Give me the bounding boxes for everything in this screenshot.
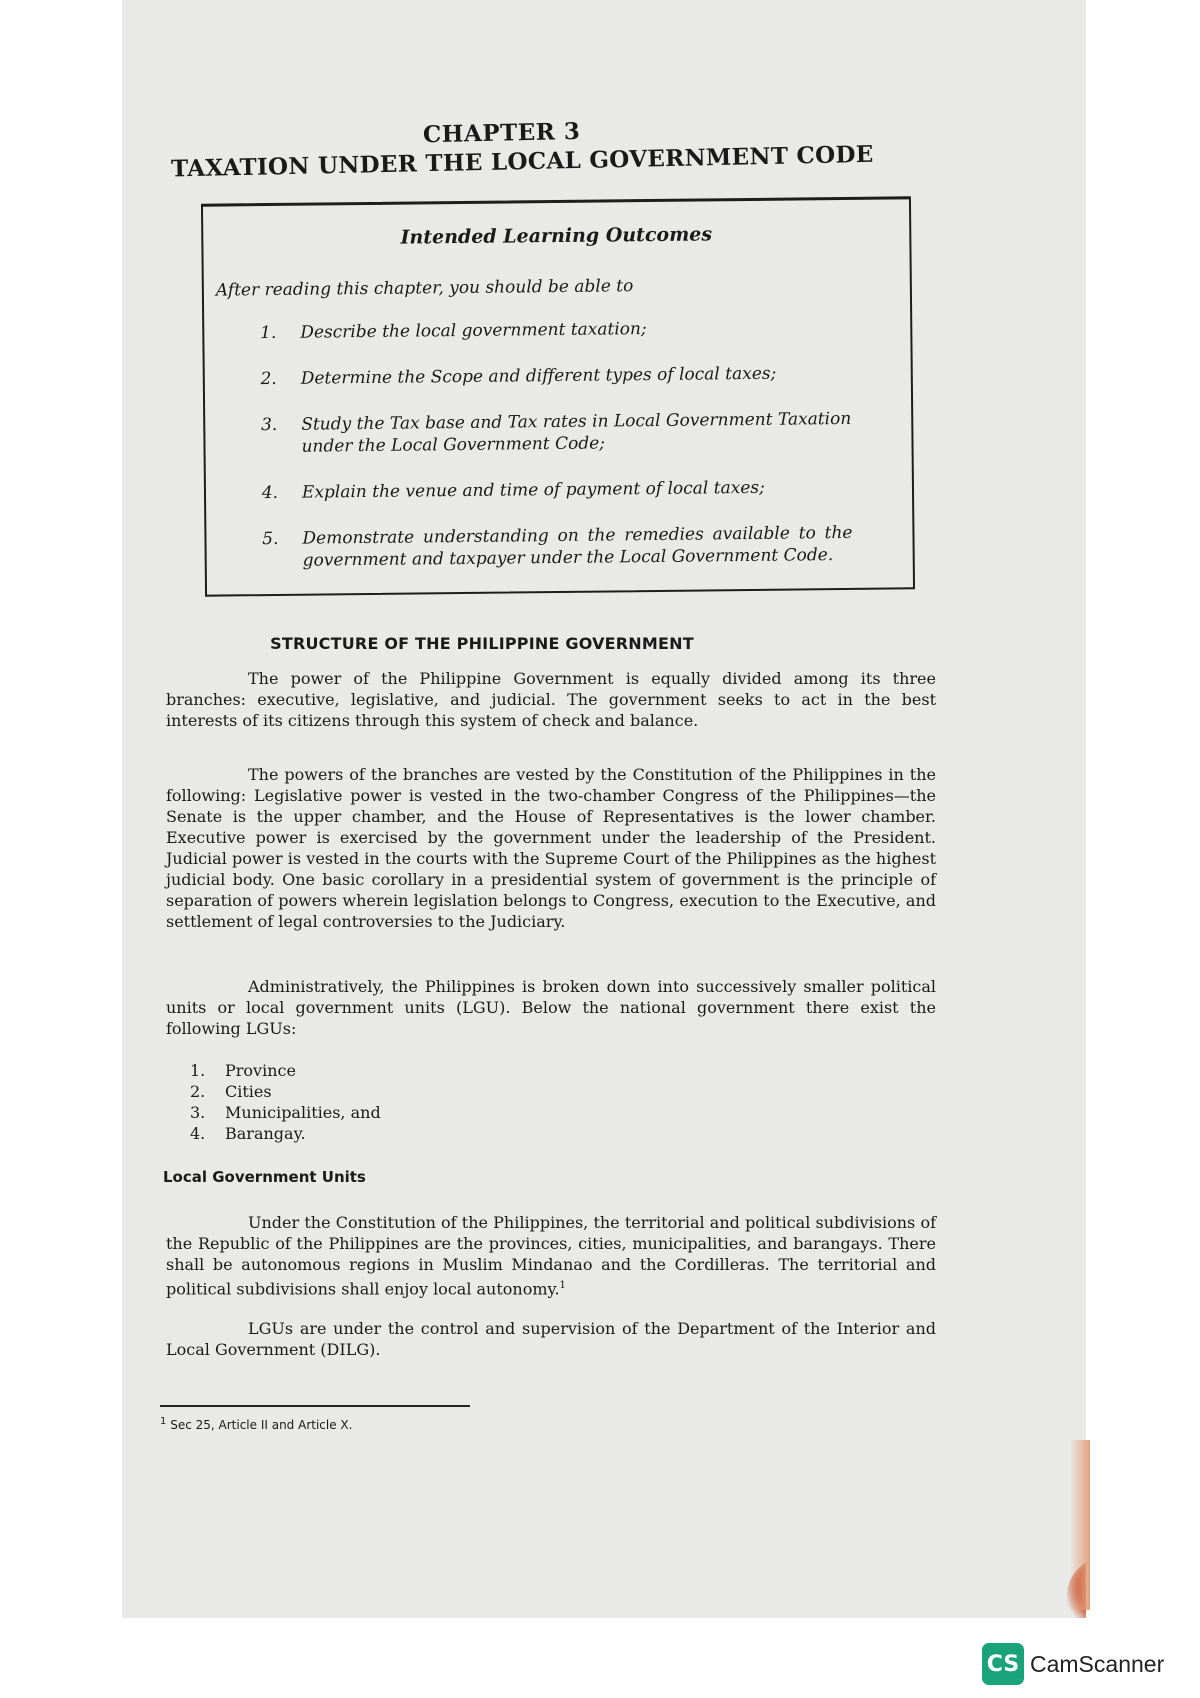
footnote xyxy=(160,1416,352,1432)
chapter-title: TAXATION UNDER THE LOCAL GOVERNMENT CODE xyxy=(170,140,874,183)
outcomes-list xyxy=(204,315,913,572)
footnote-reference[interactable]: 1 xyxy=(559,1280,566,1291)
item-number: 5. xyxy=(262,528,279,550)
paragraph: The power of the Philippine Government is equally divided among its three branches: executive, legislative, and judicial. The government seeks to act in the best interests of its citizens through this system of check and balance. xyxy=(166,669,936,730)
item-number: 1. xyxy=(190,1061,206,1080)
subsection-heading: Local Government Units xyxy=(163,1168,366,1186)
list-item xyxy=(190,1102,381,1123)
item-text: Demonstrate understanding on the remedies available to the government and taxpayer under the Local Government Code. xyxy=(302,522,853,571)
outcomes-title: Intended Learning Outcomes xyxy=(400,223,713,249)
paragraph xyxy=(166,1212,936,1299)
item-text: Explain the venue and time of payment of local taxes; xyxy=(301,477,765,503)
paragraph: The powers of the branches are vested by the Constitution of the Philippines in the following: Legislative power is vested in the two-chamber Congress of the Philippines—the Senate is the upper chamber, and the House of Representatives is the lower chamber. Executive power is exercised by the government under the leadership of the President. Judicial power is vested in the courts with the Supreme Court of the Philippines as the highest judicial body. One basic corollary in a presidential system of government is the principle of separation of powers wherein legislation belongs to Congress, execution to the Executive, and settlement of legal controversies to the Judiciary. xyxy=(166,765,936,931)
item-number: 4. xyxy=(261,482,279,504)
list-item xyxy=(206,475,912,504)
list-item xyxy=(205,361,911,390)
footnote-divider xyxy=(160,1405,470,1407)
item-number: 1. xyxy=(259,322,277,344)
paragraph: Administratively, the Philippines is broken down into successively smaller political units or local government units (LGU). Below the national government there exist the following LGUs: xyxy=(166,977,936,1038)
item-text: Municipalities, and xyxy=(225,1103,381,1122)
item-text: Barangay. xyxy=(225,1124,306,1143)
camscanner-name: CamScanner xyxy=(1030,1650,1165,1677)
item-number: 2. xyxy=(260,368,277,390)
list-item xyxy=(190,1123,381,1144)
item-number: 3. xyxy=(260,414,278,436)
footnote-mark: 1 xyxy=(160,1416,167,1427)
item-text: Province xyxy=(225,1061,296,1080)
item-number: 4. xyxy=(190,1124,206,1143)
item-text: Determine the Scope and different types of local taxes; xyxy=(300,363,777,389)
finger-edge xyxy=(1070,1440,1090,1610)
paragraph-text: Under the Constitution of the Philippines, the territorial and political subdivisions of the Republic of the Philippines are the provinces, cities, municipalities, and barangays. There shall be autonomous regions in Muslim Mindanao and the Cordilleras. The territorial and political subdivisions shall enjoy local autonomy. xyxy=(166,1213,936,1299)
lgu-list xyxy=(190,1060,381,1144)
list-item xyxy=(205,407,911,458)
list-item xyxy=(206,521,912,572)
chapter-number: CHAPTER 3 xyxy=(422,117,581,149)
item-number: 2. xyxy=(190,1082,206,1101)
item-number: 3. xyxy=(190,1103,206,1122)
learning-outcomes-box xyxy=(201,196,915,596)
paragraph: LGUs are under the control and supervision of the Department of the Interior and Local Government (DILG). xyxy=(166,1319,936,1359)
camscanner-watermark xyxy=(982,1643,1164,1685)
camscanner-logo: CS xyxy=(982,1643,1024,1685)
section-heading: STRUCTURE OF THE PHILIPPINE GOVERNMENT xyxy=(270,634,694,653)
outcomes-intro: After reading this chapter, you should be able to xyxy=(215,276,634,301)
list-item xyxy=(190,1081,381,1102)
list-item xyxy=(204,315,910,344)
item-text: Describe the local government taxation; xyxy=(300,319,647,343)
footnote-text: Sec 25, Article II and Article X. xyxy=(170,1418,353,1432)
item-text: Cities xyxy=(225,1082,272,1101)
list-item xyxy=(190,1060,381,1081)
item-text: Study the Tax base and Tax rates in Local Government Taxation under the Local Government Code; xyxy=(301,408,852,457)
